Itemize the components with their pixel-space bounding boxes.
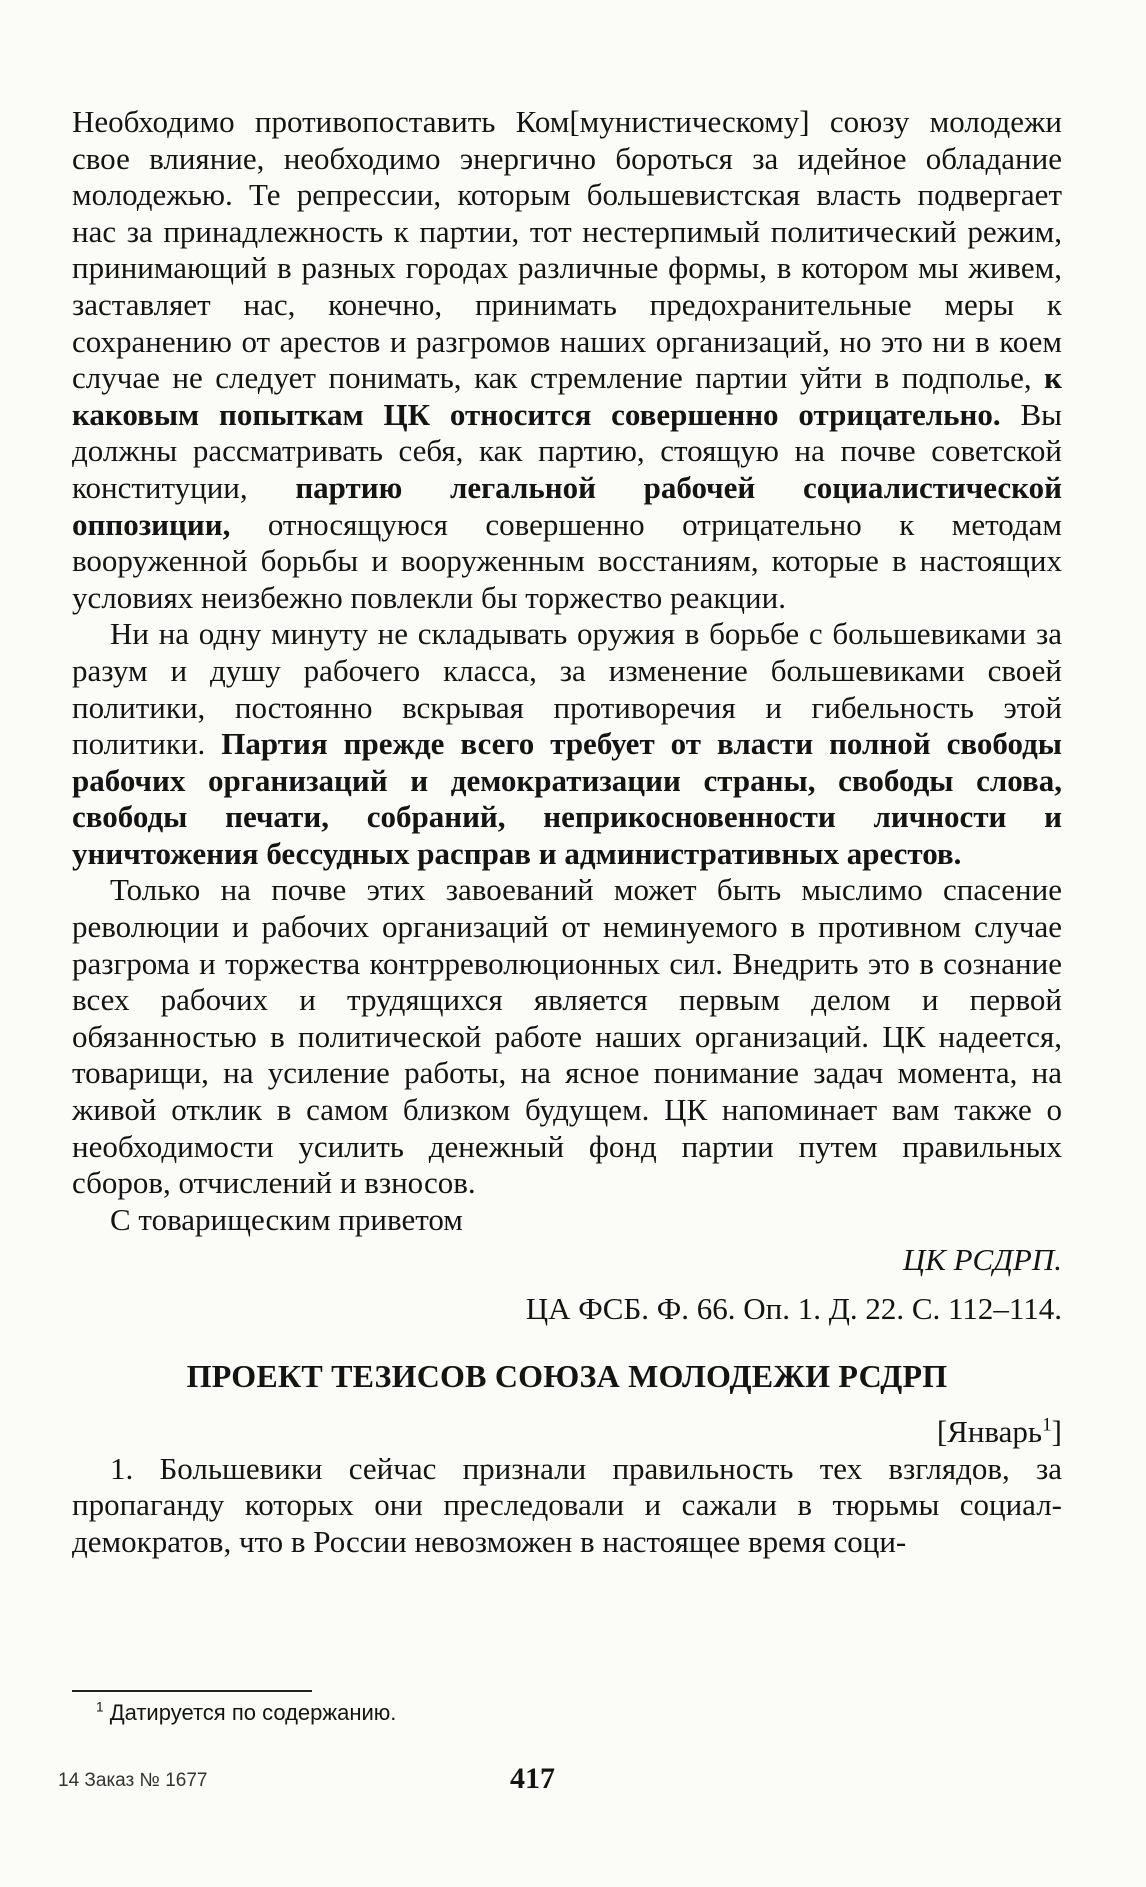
p1-text-e: относящуюся совершенно отрицательно к методам вооруженной борьбы и вооруженным восстаниям, которые в настоящих условиях неизбежно повлекли бы торжество реакции.	[72, 506, 1062, 615]
letter-paragraph-2	[72, 616, 1062, 872]
p2-text-a: Ни на одну минуту не складывать оружия в борьбе с большевиками за разум и душу рабочего класса, за изменение большевиками своей политики, постоянно вскрывая противоречия и гибельность этой политики.	[72, 616, 1062, 762]
archive-reference: ЦА ФСБ. Ф. 66. Оп. 1. Д. 22. С. 112–114.	[525, 1291, 1062, 1326]
date-close: ]	[1051, 1414, 1062, 1450]
p1-bold-d: партию легальной рабочей социалистической оппозиции,	[72, 469, 1062, 542]
p1-text-c: Вы должны рассматривать себя, как партию, стоящую на почве советской конституции,	[72, 396, 1062, 505]
p1-text-a: Необходимо противопоставить Ком[мунистическому] союзу молодежи свое влияние, необходимо энергично бороться за идейное обладание молодежью. Те репрессии, которым большевистская власть подвергает нас за принадлежность к партии, тот нестерпимый политический режим, принимающий в разных городах различные формы, в котором мы живем, заставляет нас, конечно, принимать предохранительные меры к сохранению от арестов и разгромов наших организаций, но это ни в коем случае не следует понимать, как стремление партии уйти в подполье,	[72, 104, 1062, 396]
page-number: 417	[510, 1762, 555, 1795]
print-order-mark: 14 Заказ № 1677	[58, 1770, 208, 1791]
footnote-text: Датируется по содержанию.	[109, 1700, 397, 1725]
main-text	[72, 104, 1062, 1561]
letter-paragraph-3: Только на почве этих завоеваний может быть мыслимо спасение революции и рабочих организаций от неминуемого в противном случае разгрома и торжества контрреволюционных сил. Внедрить это в сознание всех рабочих и трудящихся является первым делом и первой обязанностью в политической работе наших организаций. ЦК надеется, товарищи, на усиление работы, на ясное понимание задач момента, на живой отклик в самом близком будущем. ЦК напоминает вам также о необходимости усилить денежный фонд партии путем правильных сборов, отчислений и взносов.	[72, 872, 1062, 1201]
date-text: [Январь	[936, 1414, 1043, 1450]
letter-paragraph-1	[72, 104, 1062, 616]
signature: ЦК РСДРП.	[902, 1242, 1062, 1278]
footnote-divider	[72, 1690, 312, 1692]
p1-bold-b: к каковым попыткам ЦК относится совершенно отрицательно.	[72, 360, 1063, 432]
footnote-marker: 1	[96, 1699, 104, 1715]
theses-point-1: 1. Большевики сейчас признали правильность тех взглядов, за пропаганду которых они преследовали и сажали в тюрьмы социал-демократов, что в России невозможен в настоящее время соци-	[72, 1450, 1062, 1559]
footnote	[96, 1700, 396, 1726]
p2-bold-b: Партия прежде всего требует от власти полной свободы рабочих организаций и демократизации страны, свободы слова, свободы печати, собраний, неприкосновенности личности и уничтожения бессудных расправ и административных арестов.	[72, 726, 1063, 871]
section-heading: ПРОЕКТ ТЕЗИСОВ СОЮЗА МОЛОДЕЖИ РСДРП	[186, 1357, 948, 1394]
footnote-ref: 1	[1042, 1414, 1052, 1436]
salutation: С товарищеским приветом	[110, 1201, 463, 1237]
theses-date	[72, 1414, 1062, 1451]
